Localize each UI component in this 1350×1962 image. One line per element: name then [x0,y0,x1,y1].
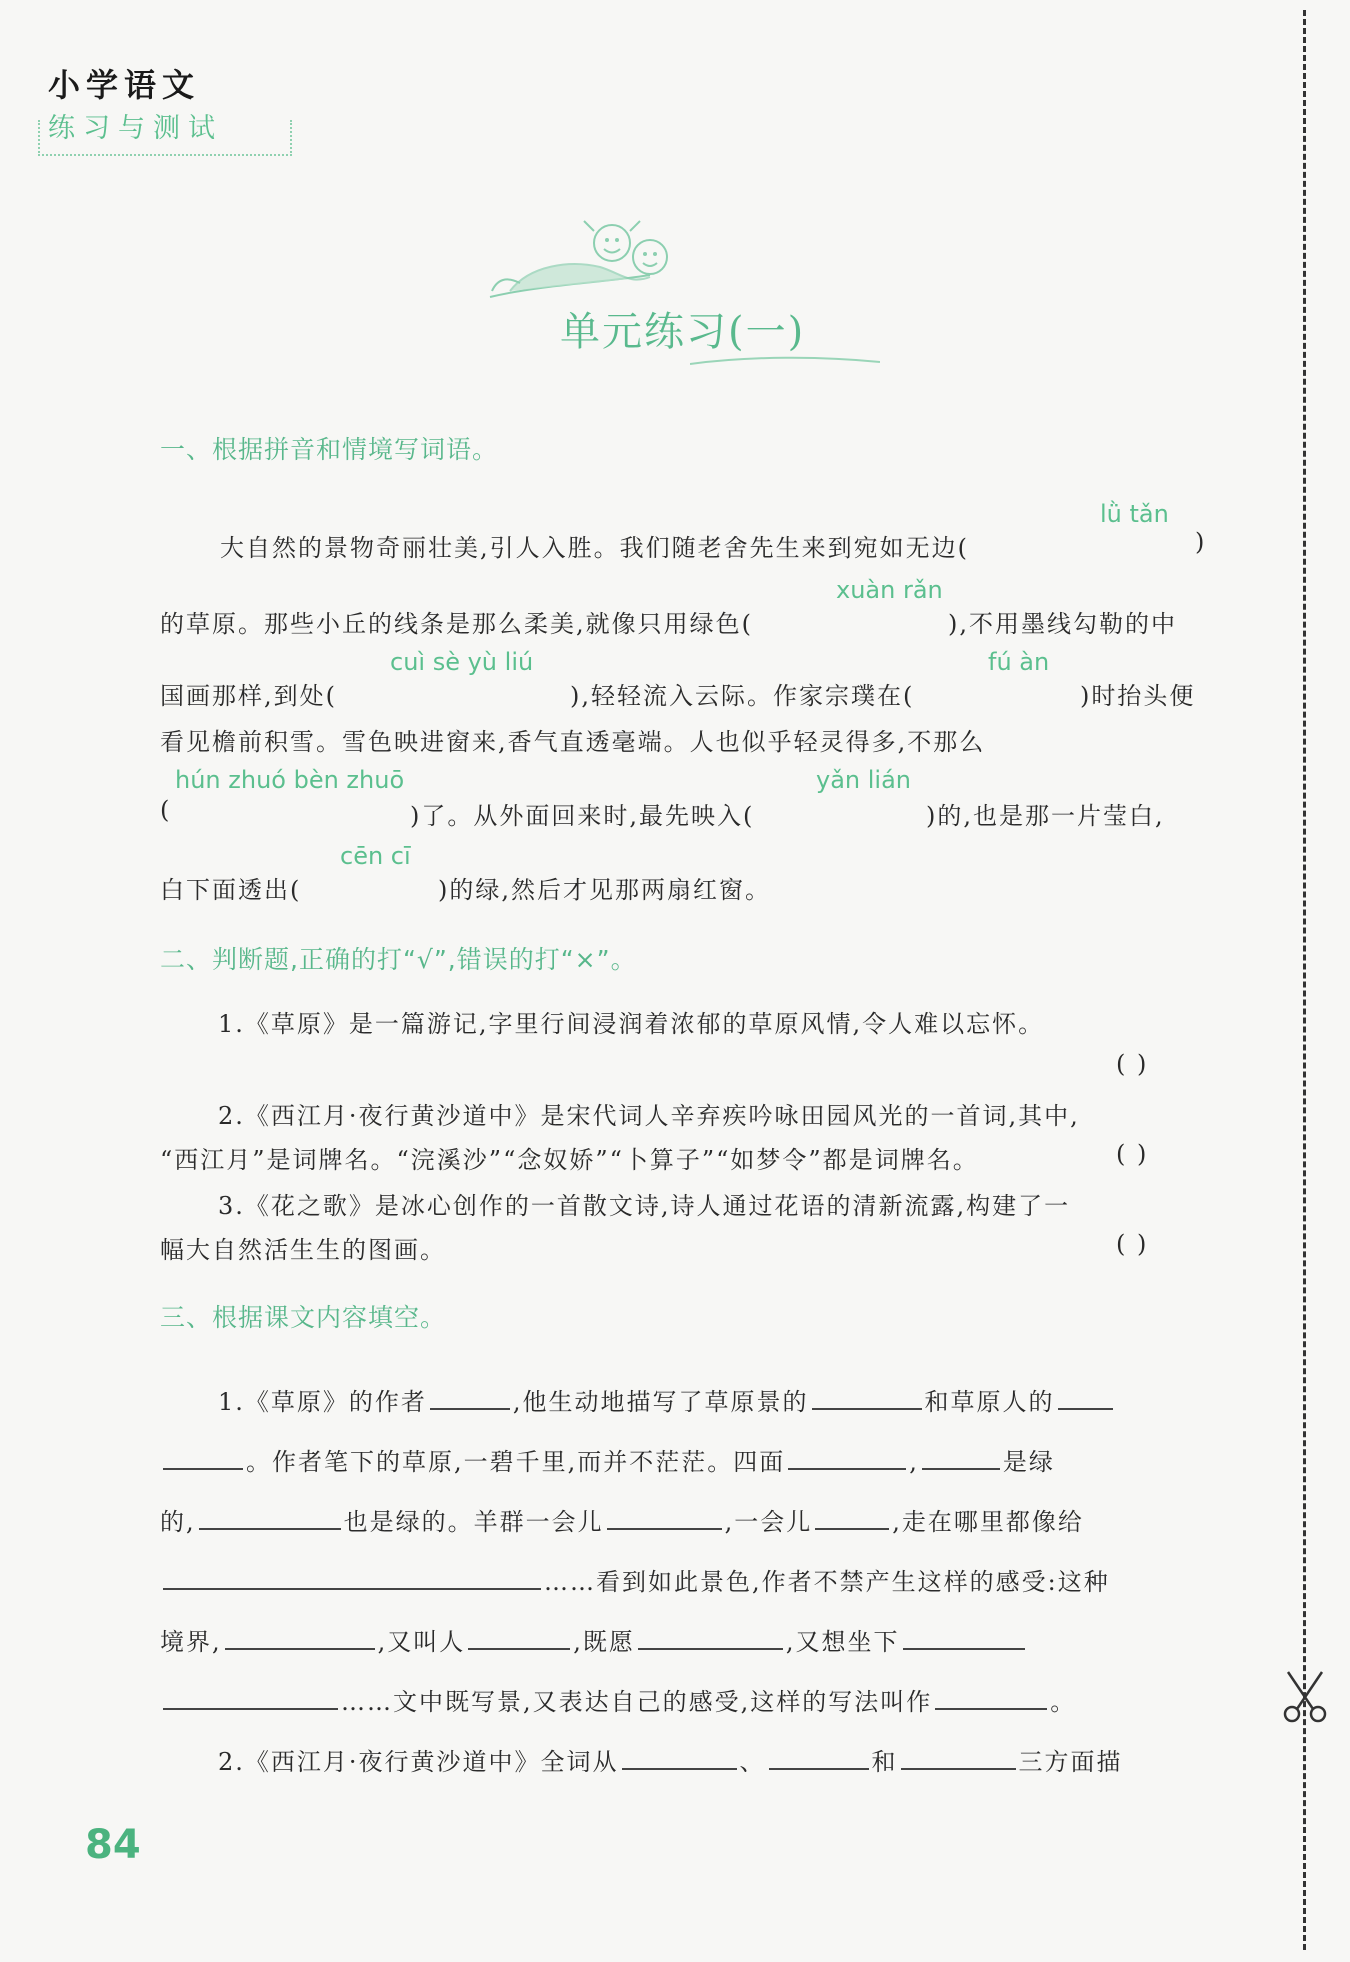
pinyin-lvtan: lǜ tǎn [1100,500,1169,528]
s1-line-5: )了。从外面回来时,最先映入( [410,802,755,830]
fill-line-7: 2.《西江月·夜行黄沙道中》全词从 、 和 三方面描 [218,1748,1123,1776]
judge-answer-2[interactable]: ( ) [1116,1140,1149,1168]
pinyin-hunzhuobenzhuo: hún zhuó bèn zhuō [175,766,405,794]
section-2-heading: 二、判断题,正确的打“√”,错误的打“×”。 [160,945,637,974]
judge-item-2b: “西江月”是词牌名。“浣溪沙”“念奴娇”“卜算子”“如梦令”都是词牌名。 [160,1146,979,1174]
fill-line-4: ……看到如此景色,作者不禁产生这样的感受:这种 [160,1562,1110,1597]
s1-paren-5: ( [160,796,170,824]
judge-item-2: 2.《西江月·夜行黄沙道中》是宋代词人辛弃疾吟咏田园风光的一首词,其中, [218,1102,1080,1130]
blank-feeling-2[interactable] [468,1626,570,1650]
blank-scenery[interactable] [812,1386,922,1410]
blank-feeling-3[interactable] [638,1626,783,1650]
judge-answer-1[interactable]: ( ) [1116,1050,1149,1078]
kids-illustration [480,205,740,305]
blank-green-2[interactable] [199,1506,341,1530]
blank-green-1[interactable] [922,1446,1000,1470]
scissors-icon [1282,1668,1328,1724]
brand-subtitle: 练习与测试 [48,113,223,144]
fill-line-6: ……文中既写景,又表达自己的感受,这样的写法叫作 。 [160,1682,1076,1717]
fill-line-5: 境界, ,又叫人 ,既愿 ,又想坐下 [160,1622,1028,1657]
pinyin-cenci: cēn cī [340,842,411,870]
s1-line-3b: ),轻轻流入云际。作家宗璞在( [570,682,915,710]
section-3-heading: 三、根据课文内容填空。 [160,1303,447,1332]
blank-aspect-3[interactable] [901,1746,1016,1770]
pinyin-xuanran: xuàn rǎn [836,576,943,604]
s1-line-3: 国画那样,到处( [160,682,337,710]
s1-paren-1: ) [1195,528,1205,556]
section-1-heading: 一、根据拼音和情境写词语。 [160,435,499,464]
page-title: 单元练习(一) [560,309,806,355]
brand-title: 小学语文 [48,66,201,104]
judge-answer-3[interactable]: ( ) [1116,1230,1149,1258]
blank-feeling-1[interactable] [225,1626,375,1650]
cut-line [1303,10,1306,1950]
s1-line-5b: )的,也是那一片莹白, [926,802,1165,830]
judge-item-3: 3.《花之歌》是冰心创作的一首散文诗,诗人通过花语的清新流露,构建了一 [218,1192,1071,1220]
pinyin-cuiseyuliu: cuì sè yù liú [390,648,534,676]
blank-author[interactable] [430,1386,510,1410]
blank-feeling-4[interactable] [903,1626,1025,1650]
blank-sides[interactable] [788,1446,906,1470]
s1-line-2: 的草原。那些小丘的线条是那么柔美,就像只用绿色( [160,610,753,638]
blank-sheep-2[interactable] [815,1506,889,1530]
pinyin-fuan: fú àn [988,648,1050,676]
blank-people-cont[interactable] [163,1446,243,1470]
blank-sheep-1[interactable] [607,1506,722,1530]
judge-item-1: 1.《草原》是一篇游记,字里行间浸润着浓郁的草原风情,令人难以忘怀。 [218,1010,1045,1038]
fill-line-2: 。作者笔下的草原,一碧千里,而并不茫茫。四面 , 是绿 [160,1442,1055,1477]
blank-method[interactable] [935,1686,1047,1710]
blank-aspect-2[interactable] [769,1746,869,1770]
s1-line-6: 白下面透出( [160,876,302,904]
fill-line-3: 的, 也是绿的。羊群一会儿 ,一会儿 ,走在哪里都像给 [160,1508,1084,1536]
s1-line-2b: ),不用墨线勾勒的中 [948,610,1177,638]
s1-line-1: 大自然的景物奇丽壮美,引人入胜。我们随老舍先生来到宛如无边( [220,534,969,562]
brand-frame [38,120,292,156]
judge-item-3b: 幅大自然活生生的图画。 [160,1236,446,1264]
title-underline [690,350,880,370]
pinyin-yanlian: yǎn lián [816,766,912,794]
s1-line-4: 看见檐前积雪。雪色映进窗来,香气直透毫端。人也似乎轻灵得多,不那么 [160,728,986,756]
page-number: 84 [85,1822,141,1868]
fill-line-1: 1.《草原》的作者 ,他生动地描写了草原景的 和草原人的 [218,1382,1116,1417]
s1-line-3c: )时抬头便 [1080,682,1196,710]
s1-line-6b: )的绿,然后才见那两扇红窗。 [438,876,771,904]
blank-aspect-1[interactable] [622,1746,737,1770]
blank-people[interactable] [1058,1386,1113,1410]
blank-sheep-3[interactable] [163,1566,541,1590]
blank-feeling-5[interactable] [163,1686,338,1710]
